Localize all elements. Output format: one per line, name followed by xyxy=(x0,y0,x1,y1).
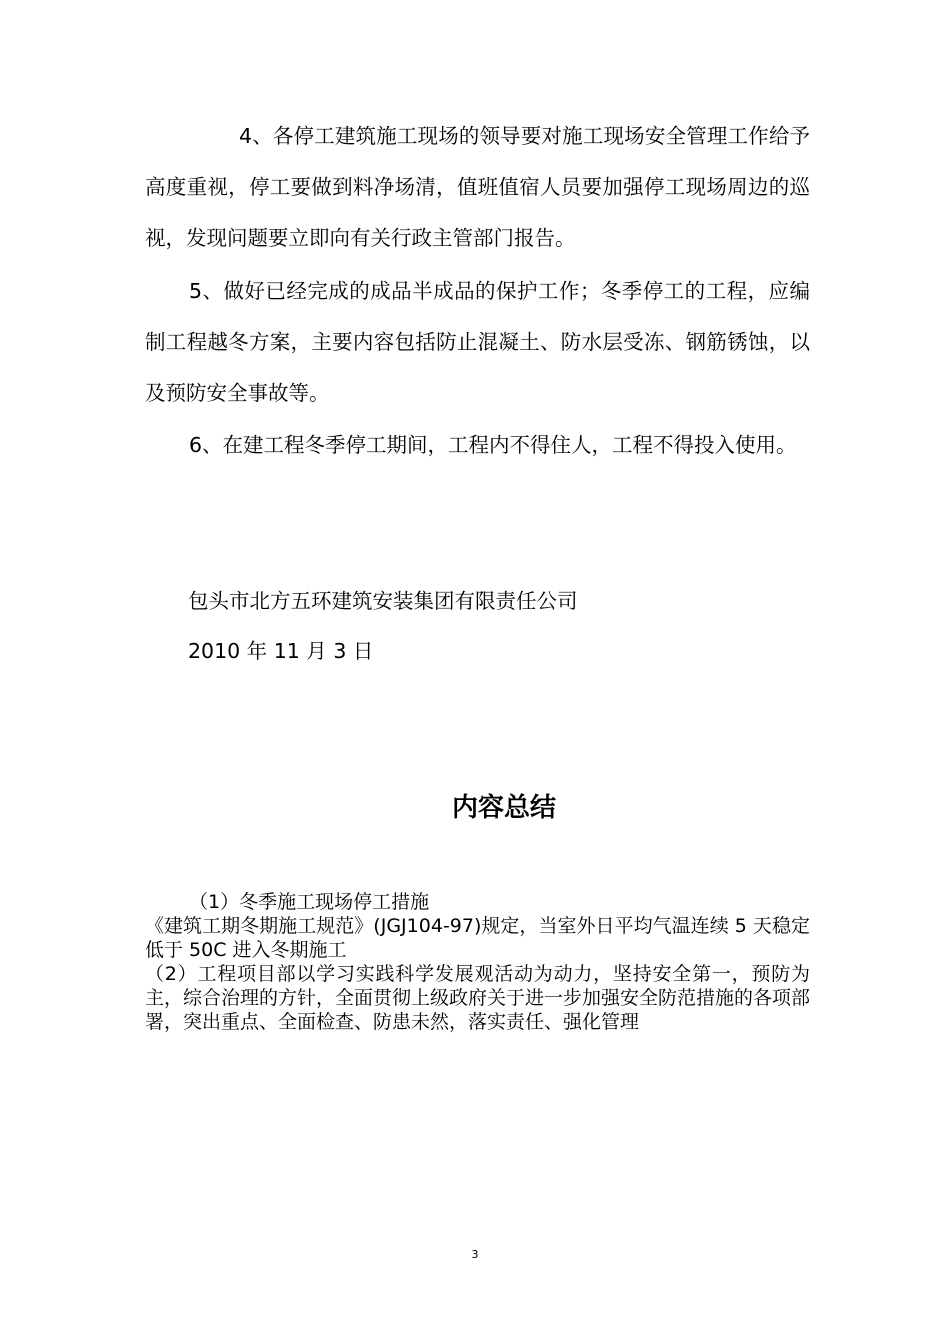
summary-title: 内容总结 xyxy=(451,793,556,823)
summary-item-2: （2）工程项目部以学习实践科学发展观活动为动力，坚持安全第一，预防为主，综合治理的方针，全面贯彻上级政府关于进一步加强安全防范措施的各项部署，突出重点、全面检查、防患未然，落实责任、强化管理 xyxy=(145,963,811,1033)
paragraph-item-4: 4、各停工建筑施工现场的领导要对施工现场安全管理工作给予高度重视，停工要做到料净场清，值班值宿人员要加强停工现场周边的巡视，发现问题要立即向有关行政主管部门报告。 xyxy=(145,124,810,250)
summary-item-1-detail: 《建筑工期冬期施工规范》(JGJ104-97)规定，当室外日平均气温连续 5 天稳定低于 50C 进入冬期施工 xyxy=(145,915,810,961)
signature-company: 包头市北方五环建筑安装集团有限责任公司 xyxy=(188,589,578,613)
summary-block xyxy=(145,890,810,1034)
paragraph-item-5: 5、做好已经完成的成品半成品的保护工作；冬季停工的工程，应编制工程越冬方案，主要内容包括防止混凝土、防水层受冻、钢筋锈蚀，以及预防安全事故等。 xyxy=(145,279,810,405)
paragraph-item-6: 6、在建工程冬季停工期间，工程内不得住人，工程不得投入使用。 xyxy=(189,433,797,457)
summary-item-1: （1）冬季施工现场停工措施 xyxy=(189,891,430,913)
signature-date: 2010 年 11 月 3 日 xyxy=(188,639,374,663)
page-number: 3 xyxy=(471,1248,479,1261)
